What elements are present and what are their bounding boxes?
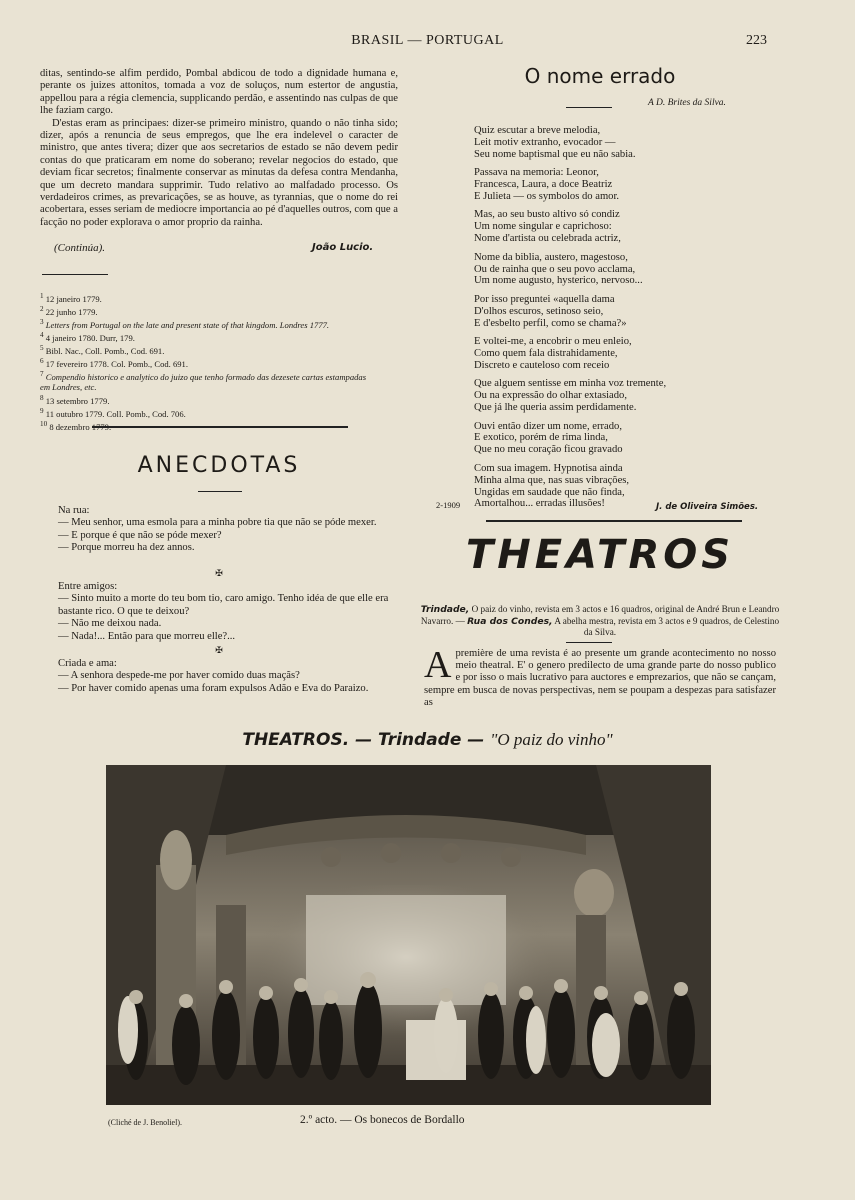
photo-credit: (Cliché de J. Benoliel). [108,1118,182,1127]
drop-cap: A [424,644,452,686]
poem-body [474,125,774,517]
section-divider [92,426,348,428]
footnote: $^{10}$ 8 dezembro 1779. [40,419,112,432]
footnote: $^6$ 17 fevereiro 1778. Col. Pomb., Cod. 691. [40,357,188,370]
theatros-article: Apremière de uma revista é ao presente um grande acontecimento no nosso meio theatral. E' o genero predilecto de uma grande parte do nosso publico e por isso o mais lucrativo para auctores e emprezarios, que não se cançam, sempre em busca de novas perspectivas, nem se poupam a despezas para satisfazer as [424,644,776,708]
stanza: Passava na memoria: Leonor, Francesca, Laura, a doce Beatriz E Julieta — os symbolos do amor. [474,167,620,203]
stanza: Nome da biblia, austero, magestoso, Ou de rainha que o seu povo acclama, Um nome augusto, hysterico, nervoso... [474,251,643,287]
theatros-subtitle: Trindade, O paiz do vinho, revista em 3 actos e 16 quadros, original de André Brun e Leandro Navarro. — Rua dos Condes, A abelha mestra, revista em 3 actos e 9 quadros, de Celestino da Silva. [420,604,780,638]
footnotes [40,291,398,432]
stanza: Que alguem sentisse em minha voz tremente, Ou na expressão do olhar extasiado, Que já lhe queria assim perdidamente. [474,378,667,414]
paragraph: D'estas eram as principaes: dizer-se primeiro ministro, quando o não tinha sido; dizer, após a renuncia de seus empregos, que lhe era indelevel o caracter de ministro, que antes tivera; dizer que aos secretarios de estado se não devem pedir contas do que praticaram em nome do soberano; revelar negocios do estado, que deviam ficar secretos; finalmente conservar as minutas da defesa contra Mendanha, que um decreto mandara supprimir. Tudo relativo ao malfadado processo. Os verdadeiros crimes, as prevaricações, se as houve, as tyrannias, que o nome do rei acobertara, esses seriam de mediocre importancia ao pé d'aquelles outros, com que a facção no poder explorava o amor proprio da rainha. [40,117,398,228]
poem-dedication: A D. Brites da Silva. [648,98,726,108]
anecdotas-title: ANECDOTAS [137,453,301,478]
footnote: $^9$ 11 outubro 1779. Coll. Pomb., Cod. 706. [40,406,186,419]
footnote: $^2$ 22 junho 1779. [40,305,98,317]
stanza: Ouvi então dizer um nome, errado, E exotico, porém de rima linda, Que no meu coração ficou gravado [474,420,623,456]
theatros-title: THEATROS [465,532,735,578]
paragraph: ditas, sentindo-se alfim perdido, Pombal abdicou de todo a dignidade humana e, perante os juizes attonitos, tomada a voz de soluços, num estertor de angustia, appellou para a régia clemencia, supplicando perdão, e assentindo nas culpas de que lhe faziam cargo. [40,68,398,117]
poem-author: J. de Oliveira Simões. [656,502,759,512]
poem-title: O nome errado [524,64,676,88]
ornament-icon: ✠ [215,568,223,578]
stanza: Mas, ao seu busto altivo só condiz Um nome singular e caprichoso: Nome d'artista ou celebrada actriz, [474,209,621,245]
stanza: Por isso preguntei «aquella dama D'olhos escuros, setinoso seio, E d'esbelto perfil, como se chama?» [474,293,627,329]
footnote: $^8$ 13 setembro 1779. [40,393,110,406]
anecdote-1: Na rua: — Meu senhor, uma esmola para a minha pobre tia que não se póde mexer. — E porque é que não se póde mexer? — Porque morreu ha dez annos. [58,505,377,554]
section-divider [486,520,742,522]
theatre-stage-photo [106,765,711,1105]
anecdote-3: Criada e ama: — A senhora despede-me por haver comido duas maçãs? — Por haver comido apenas uma foram expulsos Adão e Eva do Paraizo. [58,658,369,694]
footnote: $^3$ Letters from Portugal on the late and present state of that kingdom. Londres 1777. [40,318,330,330]
divider [198,491,242,492]
divider [566,107,612,108]
photo-caption: 2.º acto. — Os bonecos de Bordallo [300,1114,465,1126]
continua-label: (Continúa). [54,242,106,254]
photo-heading: THEATROS. — Trindade — "O paiz do vinho" [242,730,613,750]
stanza: E voltei-me, a encobrir o meu enleio, Como quem fala distrahidamente, Discreto e cauteloso com receio [474,336,632,371]
footnote: $^1$ 12 janeiro 1779. [40,292,102,304]
divider [42,274,108,275]
divider [566,642,612,643]
footnote: $^5$ Bibl. Nac., Coll. Pomb., Cod. 691. [40,344,165,357]
poem-date: 2-1909 [436,500,461,510]
ornament-icon: ✠ [215,645,223,655]
footnote: $^7$ Compendio historico e analytico do juizo que tenho formado das dezesete cartas estampadas em Londres, etc. [40,370,367,393]
running-header: BRASIL — PORTUGAL [351,33,504,48]
author-signature: João Lucio. [312,242,374,253]
footnote: $^4$ 4 janeiro 1780. Durr, 179. [40,331,135,344]
stanza: Quiz escutar a breve melodia, Leit motiv extranho, evocador — Seu nome baptismal que eu não sabia. [474,125,636,160]
signature-row [40,242,398,254]
anecdote-2: Entre amigos: — Sinto muito a morte do teu bom tio, caro amigo. Tenho idéa de que elle era bastante rico. O que te deixou? — Não me deixou nada. — Nada!... Então para que morreu elle?... [58,581,389,642]
article-continuation [40,68,398,229]
page-number: 223 [746,33,767,48]
stage-photo-illustration [106,765,711,1105]
stanza: Com sua imagem. Hypnotisa ainda Minha alma que, nas suas vibrações, Ungidas em saudade que não finda, Amortalhou... erradas illusões! [474,462,630,510]
